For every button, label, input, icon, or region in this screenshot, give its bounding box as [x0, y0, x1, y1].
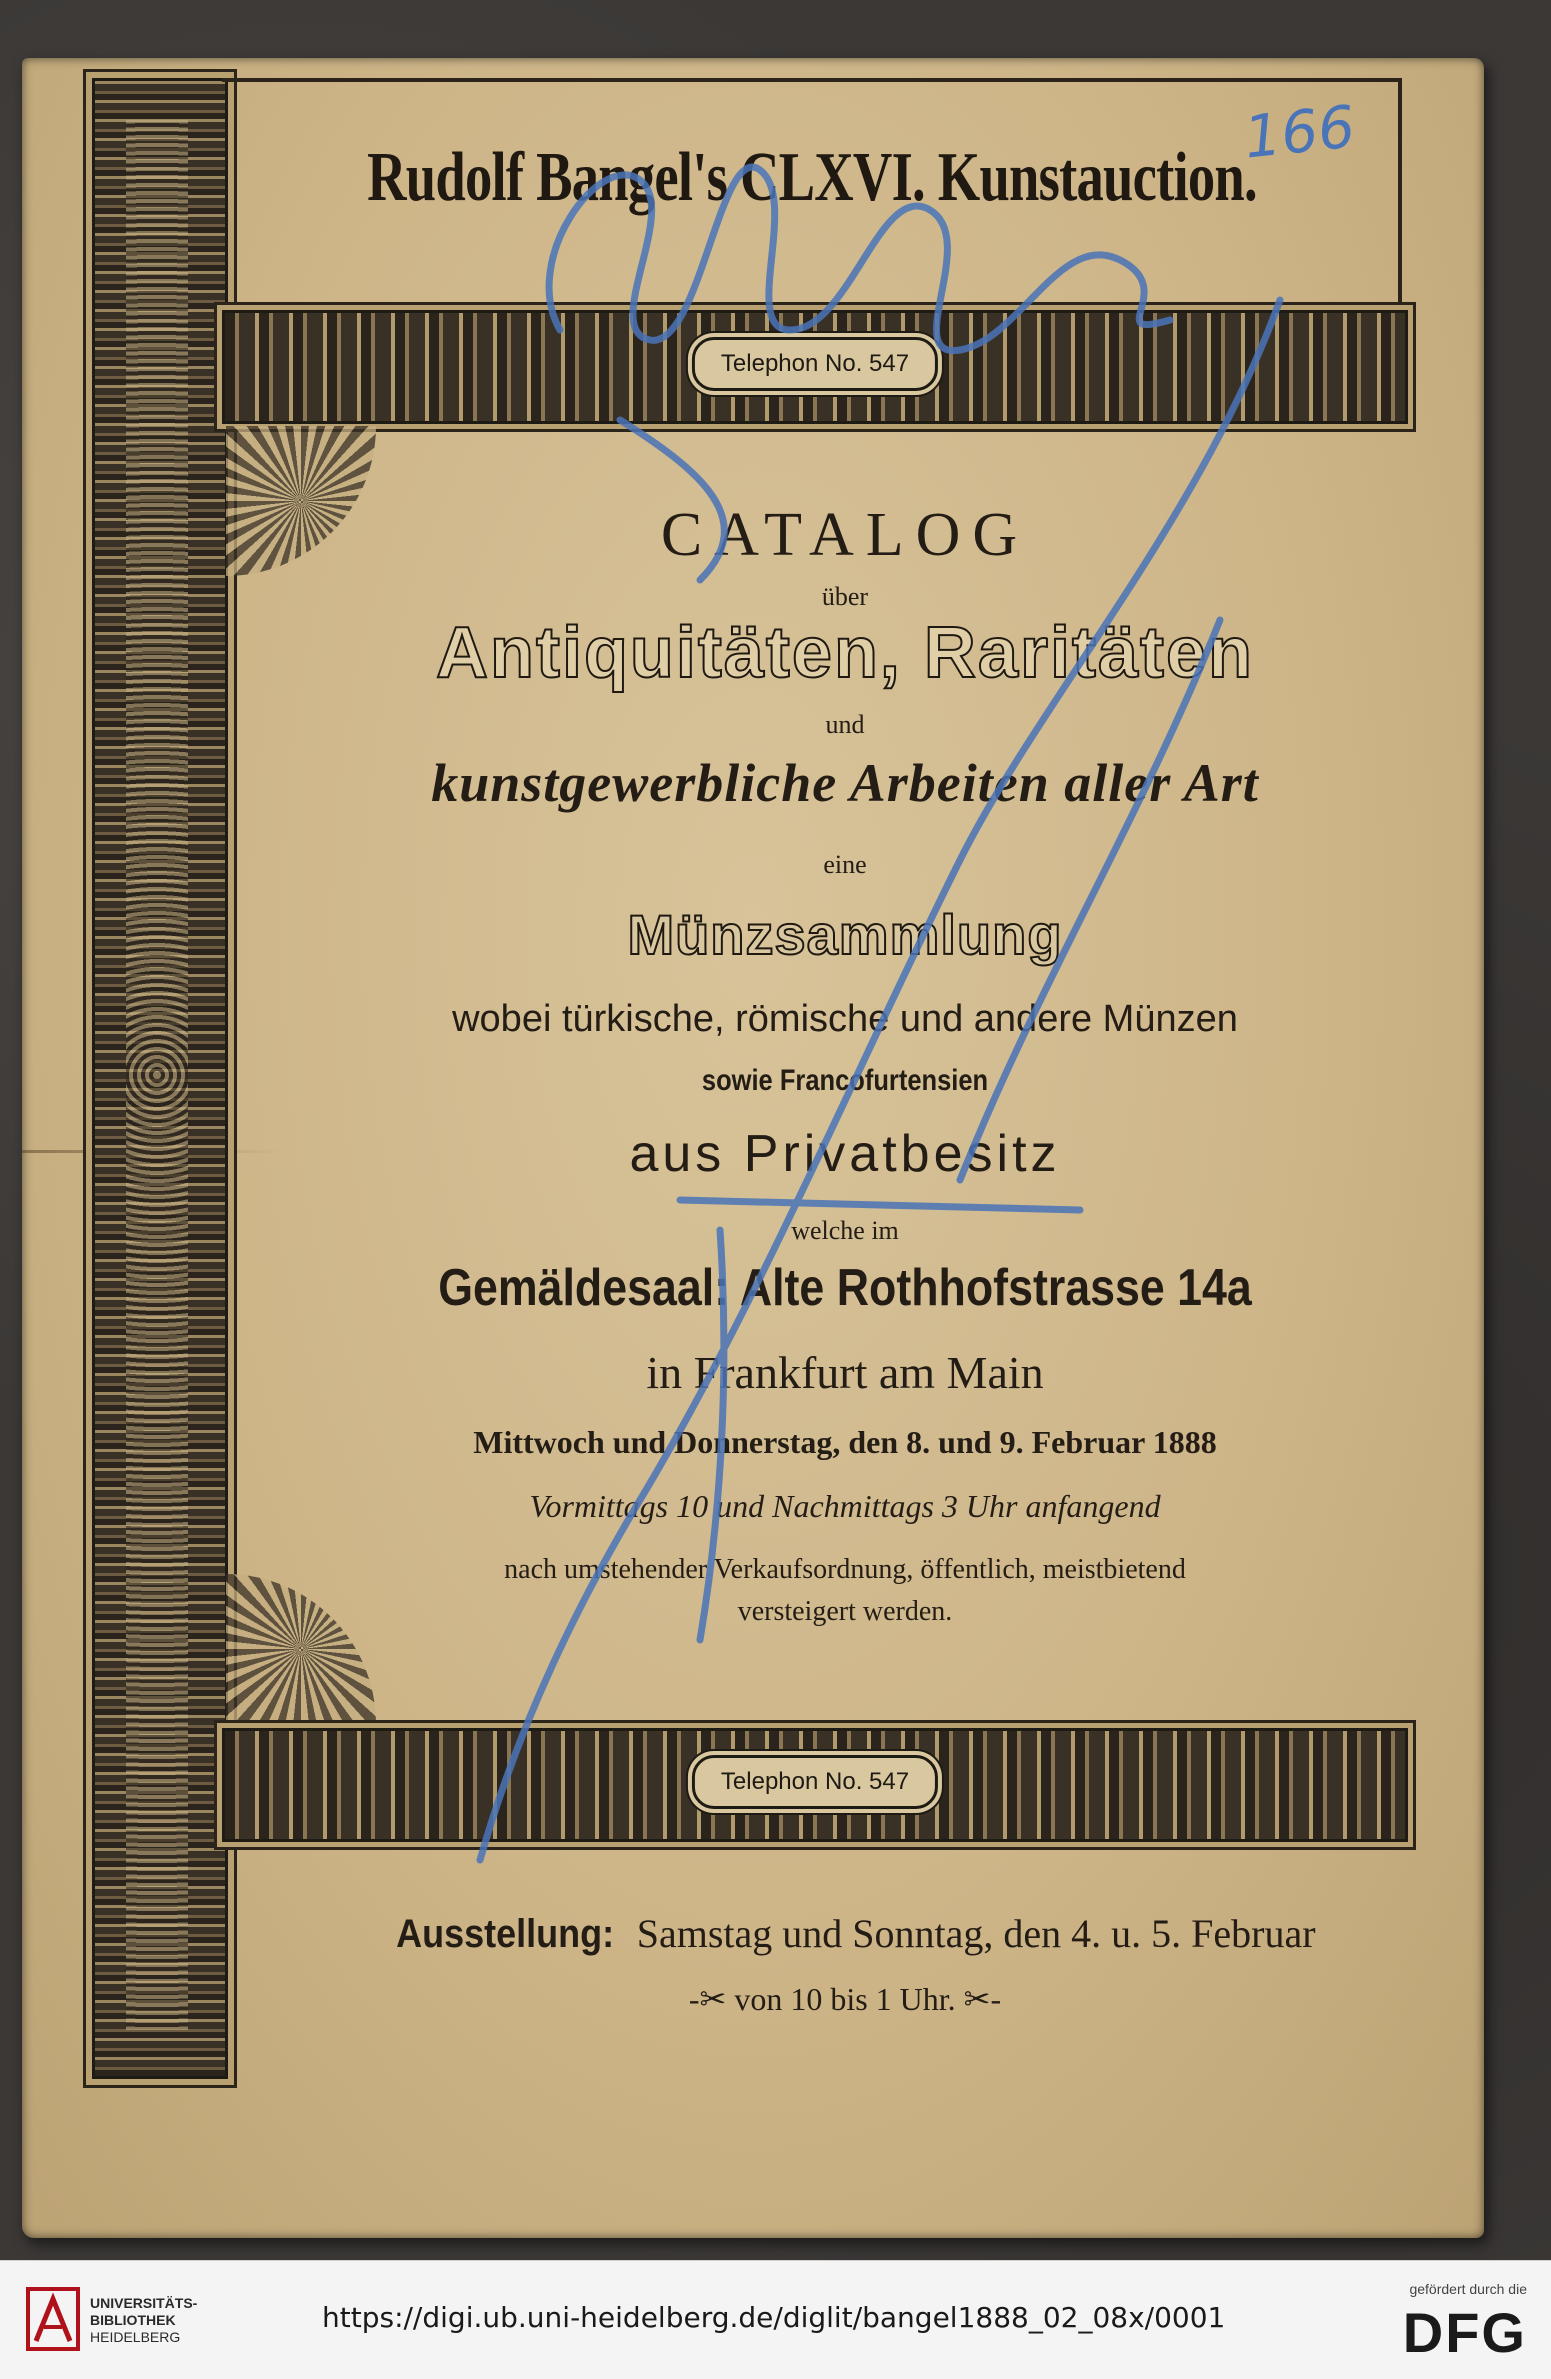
handwritten-number: 166	[1240, 92, 1359, 172]
heading-kunstgewerbliche: kunstgewerbliche Arbeiten aller Art	[431, 753, 1259, 813]
text-verkaufsordnung: nach umstehender Verkaufsordnung, öffentlich, meistbietend	[504, 1554, 1186, 1585]
text-und: und	[825, 710, 865, 739]
telephon-plaque-bottom: Telephon No. 547	[692, 1755, 938, 1809]
ornamental-border-pattern	[126, 120, 188, 2030]
text-wobei: wobei türkische, römische und andere Münzen	[452, 998, 1238, 1040]
text-privatbesitz: aus Privatbesitz	[629, 1125, 1061, 1183]
frame-rule-top	[222, 78, 1402, 82]
permalink-url[interactable]: https://digi.ub.uni-heidelberg.de/diglit/bangel1888_02_08x/0001	[322, 2301, 1226, 2334]
telephon-plaque-top: Telephon No. 547	[692, 337, 938, 391]
heading-antiquitaeten: Antiquitäten, Raritäten	[435, 613, 1255, 693]
library-name: UNIVERSITÄTS- BIBLIOTHEK HEIDELBERG	[90, 2295, 198, 2345]
exhibition-hours: -✂ von 10 bis 1 Uhr. ✂-	[688, 1981, 1002, 2017]
exhibition-label: Ausstellung:	[396, 1912, 615, 1956]
text-versteigert: versteigert werden.	[737, 1596, 953, 1627]
ornamental-band-top	[222, 310, 1408, 424]
catalog-heading: CATALOG	[660, 501, 1030, 569]
university-library-logo-icon	[26, 2287, 80, 2351]
exhibition-dates: Samstag und Sonntag, den 4. u. 5. Februar	[636, 1911, 1316, 1956]
text-welche-im: welche im	[791, 1216, 899, 1245]
funding-caption: gefördert durch die	[1409, 2281, 1527, 2297]
heading-gemaeldesaal: Gemäldesaal: Alte Rothhofstrasse 14a	[438, 1259, 1252, 1317]
auction-title: Rudolf Bangel's CLXVI. Kunstauction.	[367, 139, 1257, 216]
heading-muenzsammlung: Münzsammlung	[627, 903, 1063, 966]
ornamental-band-bottom	[222, 1728, 1408, 1842]
text-auction-times: Vormittags 10 und Nachmittags 3 Uhr anfangend	[529, 1488, 1161, 1524]
digitization-footer	[0, 2260, 1551, 2379]
text-auction-dates: Mittwoch und Donnerstag, den 8. und 9. Februar 1888	[473, 1424, 1217, 1460]
text-sowie: sowie Francofurtensien	[701, 1064, 989, 1097]
dfg-logo: DFG	[1402, 2301, 1527, 2364]
text-ueber: über	[821, 582, 869, 611]
text-frankfurt: in Frankfurt am Main	[646, 1347, 1044, 1398]
frame-rule-right	[1398, 78, 1402, 306]
text-eine: eine	[823, 850, 867, 879]
exhibition-line	[300, 1910, 1400, 1957]
